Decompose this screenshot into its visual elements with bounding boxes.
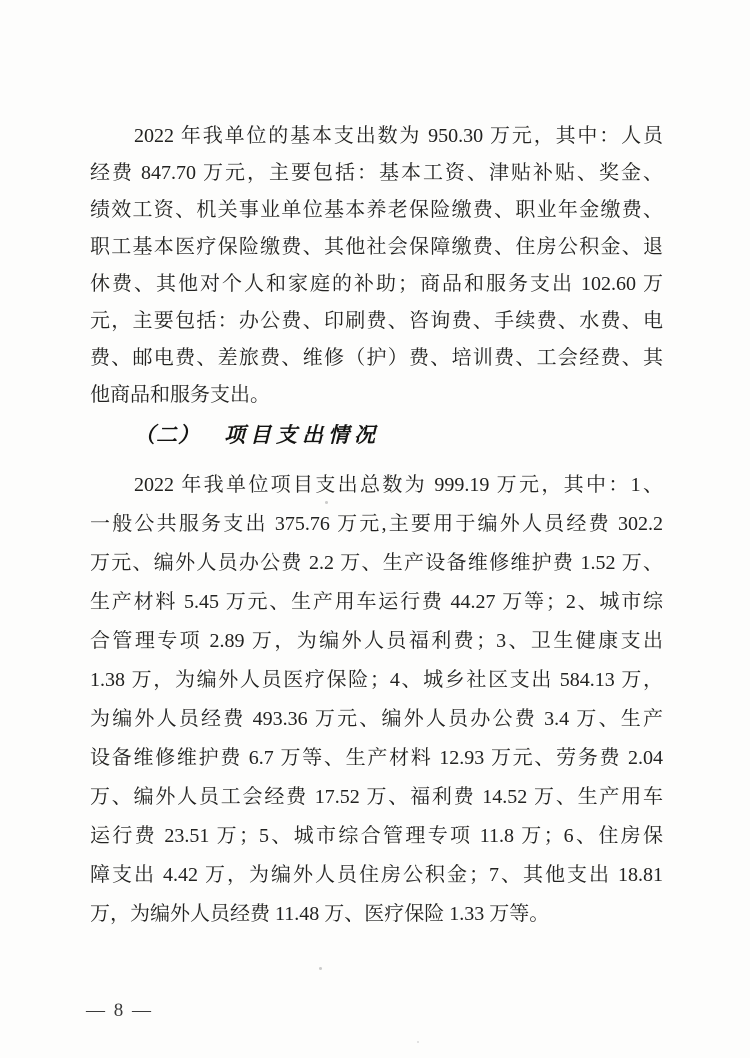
scan-speck — [319, 967, 322, 970]
paragraph-line: 休费、其他对个人和家庭的补助；商品和服务支出 102.60 万 — [90, 273, 663, 295]
project-expenditure-paragraph — [90, 466, 663, 934]
paragraph-line: 障支出 4.42 万，为编外人员住房公积金；7、其他支出 18.81 — [90, 864, 663, 886]
paragraph-line: 2022 年我单位项目支出总数为 999.19 万元，其中：1、 — [134, 474, 663, 496]
paragraph-line: 万，为编外人员经费 11.48 万、医疗保险 1.33 万等。 — [90, 903, 550, 925]
scan-speck — [417, 1041, 419, 1043]
paragraph-line: 2022 年我单位的基本支出数为 950.30 万元，其中：人员 — [134, 125, 663, 147]
section-heading-number: （二） — [134, 423, 200, 447]
page-number: — 8 — — [86, 1000, 153, 1021]
paragraph-line: 一般公共服务支出 375.76 万元,主要用于编外人员经费 302.2 — [90, 513, 663, 535]
paragraph-line: 职工基本医疗保险缴费、其他社会保障缴费、住房公积金、退 — [90, 236, 663, 258]
paragraph-line: 生产材料 5.45 万元、生产用车运行费 44.27 万等；2、城市综 — [90, 591, 663, 613]
paragraph-line: 费、邮电费、差旅费、维修（护）费、培训费、工会经费、其 — [90, 347, 663, 369]
paragraph-line: 绩效工资、机关事业单位基本养老保险缴费、职业年金缴费、 — [90, 199, 663, 221]
section-heading-title: 项目支出情况 — [224, 423, 380, 447]
scan-speck — [325, 501, 328, 504]
paragraph-line: 经费 847.70 万元，主要包括：基本工资、津贴补贴、奖金、 — [90, 162, 663, 184]
body-text — [90, 118, 663, 934]
paragraph-line: 元，主要包括：办公费、印刷费、咨询费、手续费、水费、电 — [90, 310, 663, 332]
basic-expenditure-paragraph — [90, 118, 663, 414]
paragraph-line: 他商品和服务支出。 — [90, 384, 270, 406]
paragraph-line: 运行费 23.51 万；5、城市综合管理专项 11.8 万；6、住房保 — [90, 825, 663, 847]
paragraph-line: 万、编外人员工会经费 17.52 万、福利费 14.52 万、生产用车 — [90, 786, 663, 808]
paragraph-line: 万元、编外人员办公费 2.2 万、生产设备维修维护费 1.52 万、 — [90, 552, 663, 574]
paragraph-line: 为编外人员经费 493.36 万元、编外人员办公费 3.4 万、生产 — [90, 708, 663, 730]
section-heading — [134, 416, 663, 454]
paragraph-line: 1.38 万，为编外人员医疗保险；4、城乡社区支出 584.13 万， — [90, 669, 663, 691]
paragraph-line: 合管理专项 2.89 万，为编外人员福利费；3、卫生健康支出 — [90, 630, 663, 652]
paragraph-line: 设备维修维护费 6.7 万等、生产材料 12.93 万元、劳务费 2.04 — [90, 747, 663, 769]
